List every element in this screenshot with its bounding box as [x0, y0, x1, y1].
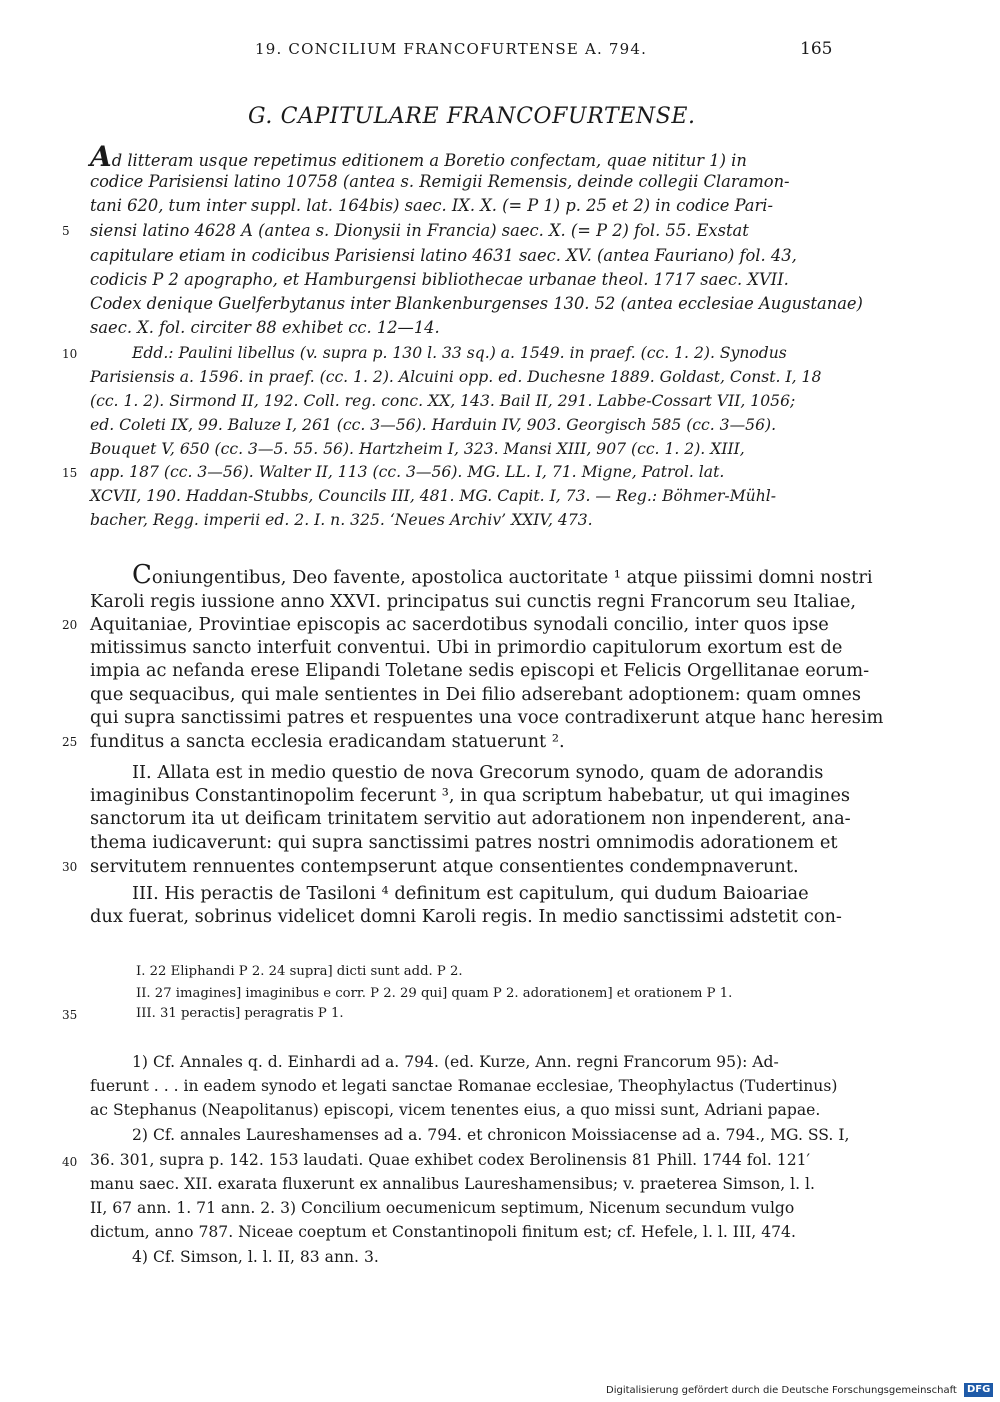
- intro-line: capitulare etiam in codicibus Parisiensi latino 4631 saec. XV. (antea Fauriano) fol. 43,: [90, 246, 797, 265]
- page-number: 165: [800, 39, 833, 59]
- intro-line: tani 620, tum inter suppl. lat. 164bis) saec. IX. X. (= P 1) p. 25 et 2) in codice Pari-: [90, 196, 773, 215]
- editions-line: ed. Coleti IX, 99. Baluze I, 261 (cc. 3—56). Harduin IV, 903. Georgisch 585 (cc. 3—56).: [90, 416, 777, 434]
- footnote-line: dictum, anno 787. Niceae coeptum et Constantinopoli finitum est; cf. Hefele, l. l. III, 474.: [90, 1223, 796, 1241]
- footnote-line: 1) Cf. Annales q. d. Einhardi ad a. 794. (ed. Kurze, Ann. regni Francorum 95): Ad-: [132, 1053, 779, 1071]
- intro-line: Codex denique Guelferbytanus inter Blankenburgenses 130. 52 (antea ecclesiae Augustanae): [90, 294, 863, 313]
- body-line: mitissimus sancto interfuit conventui. Ubi in primordio capitulorum exortum est de: [90, 637, 843, 658]
- editions-line: Bouquet V, 650 (cc. 3—5. 55. 56). Hartzheim I, 323. Mansi XIII, 907 (cc. 1. 2). XIII,: [90, 440, 745, 458]
- editions-line: (cc. 1. 2). Sirmond II, 192. Coll. reg. conc. XX, 143. Bail II, 291. Labbe-Cossart VII, 1056;: [90, 392, 796, 410]
- body-line: impia ac nefanda erese Elipandi Toletane sedis episcopi et Felicis Orgellitanae eorum-: [90, 660, 870, 681]
- body-line: Aquitaniae, Provintiae episcopis ac sacerdotibus synodali concilio, inter quos ipse: [90, 614, 829, 635]
- footnote-line: 4) Cf. Simson, l. l. II, 83 ann. 3.: [132, 1248, 379, 1266]
- body-line: que sequacibus, qui male sentientes in Dei filio adserebant adoptionem: quam omnes: [90, 684, 861, 705]
- body-line: qui supra sanctissimi patres et respuentes una voce contradixerunt atque hanc heresim: [90, 707, 884, 728]
- editions-line: app. 187 (cc. 3—56). Walter II, 113 (cc. 3—56). MG. LL. I, 71. Migne, Patrol. lat.: [90, 463, 725, 481]
- line-number: 20: [62, 618, 78, 632]
- line-number: 10: [62, 347, 78, 361]
- line-number: 5: [62, 224, 70, 238]
- footnote-line: fuerunt . . . in eadem synodo et legati sanctae Romanae ecclesiae, Theophylactus (Tudertinus): [90, 1077, 838, 1095]
- apparatus-line: I. 22 Eliphandi P 2. 24 supra] dicti sunt add. P 2.: [136, 964, 463, 979]
- footnote-line: manu saec. XII. exarata fluxerunt ex annalibus Laureshamensibus; v. praeterea Simson, l. l.: [90, 1175, 815, 1193]
- digitization-credit: Digitalisierung gefördert durch die Deutsche Forschungsgemeinschaft: [606, 1385, 957, 1396]
- body-line: sanctorum ita ut deificam trinitatem servitio aut adorationem non inpenderent, ana-: [90, 808, 851, 829]
- line-number: 25: [62, 735, 78, 749]
- intro-line: saec. X. fol. circiter 88 exhibet cc. 12—14.: [90, 318, 440, 337]
- editions-line: Parisiensis a. 1596. in praef. (cc. 1. 2). Alcuini opp. ed. Duchesne 1889. Goldast, Const. I, 18: [90, 368, 822, 386]
- footnote-line: 2) Cf. annales Laureshamenses ad a. 794. et chronicon Moissiacense ad a. 794., MG. SS. I,: [132, 1126, 850, 1144]
- body-line: servitutem rennuentes contempserunt atque consentientes condempnaverunt.: [90, 856, 799, 877]
- line-number: 15: [62, 466, 78, 480]
- intro-line: Ad litteram usque repetimus editionem a Boretio confectam, quae nititur 1) in: [90, 140, 747, 173]
- footnote-line: 36. 301, supra p. 142. 153 laudati. Quae exhibet codex Berolinensis 81 Phill. 1744 fol. 121′: [90, 1151, 811, 1169]
- apparatus-line: II. 27 imagines] imaginibus e corr. P 2. 29 qui] quam P 2. adorationem] et orationem P 1.: [136, 986, 733, 1001]
- body-line: III. His peractis de Tasiloni ⁴ definitum est capitulum, qui dudum Baioariae: [132, 883, 809, 904]
- body-line: imaginibus Constantinopolim fecerunt ³, in qua scriptum habebatur, ut qui imagines: [90, 785, 851, 806]
- editions-line: bacher, Regg. imperii ed. 2. I. n. 325. ‘Neues Archiv’ XXIV, 473.: [90, 511, 593, 529]
- section-title: G. CAPITULARE FRANCOFURTENSE.: [248, 104, 696, 129]
- footnote-line: ac Stephanus (Neapolitanus) episcopi, vicem tenentes eius, a quo missi sunt, Adriani papae.: [90, 1101, 821, 1119]
- running-head: 19. CONCILIUM FRANCOFURTENSE A. 794.: [255, 40, 648, 58]
- footnote-line: II, 67 ann. 1. 71 ann. 2. 3) Concilium oecumenicum septimum, Nicenum secundum vulgo: [90, 1199, 795, 1217]
- line-number: 35: [62, 1008, 78, 1022]
- editions-line: XCVII, 190. Haddan-Stubbs, Councils III, 481. MG. Capit. I, 73. — Reg.: Böhmer-Mühl-: [90, 487, 777, 505]
- body-line: Coniungentibus, Deo favente, apostolica auctoritate ¹ atque piissimi domni nostri: [132, 560, 873, 590]
- dfg-logo: DFG: [964, 1383, 993, 1397]
- intro-line: codicis P 2 apographo, et Hamburgensi bibliothecae urbanae theol. 1717 saec. XVII.: [90, 270, 789, 289]
- body-line: dux fuerat, sobrinus videlicet domni Karoli regis. In medio sanctissimi adstetit con-: [90, 906, 842, 927]
- intro-line: codice Parisiensi latino 10758 (antea s. Remigii Remensis, deinde collegii Claramon-: [90, 172, 790, 191]
- body-line: II. Allata est in medio questio de nova Grecorum synodo, quam de adorandis: [132, 762, 824, 783]
- line-number: 30: [62, 860, 78, 874]
- body-line: funditus a sancta ecclesia eradicandam statuerunt ².: [90, 731, 565, 752]
- line-number: 40: [62, 1155, 78, 1169]
- body-line: Karoli regis iussione anno XXVI. principatus sui cunctis regni Francorum seu Italiae,: [90, 591, 857, 612]
- intro-line: siensi latino 4628 A (antea s. Dionysii in Francia) saec. X. (= P 2) fol. 55. Exstat: [90, 221, 749, 240]
- editions-line: Edd.: Paulini libellus (v. supra p. 130 l. 33 sq.) a. 1549. in praef. (cc. 1. 2). Synodus: [132, 344, 787, 362]
- apparatus-line: III. 31 peractis] peragratis P 1.: [136, 1006, 344, 1021]
- initial-letter: C: [132, 560, 152, 590]
- body-line: thema iudicaverunt: qui supra sanctissimi patres nostri omnimodis adorationem et: [90, 832, 838, 853]
- drop-cap: A: [90, 140, 112, 173]
